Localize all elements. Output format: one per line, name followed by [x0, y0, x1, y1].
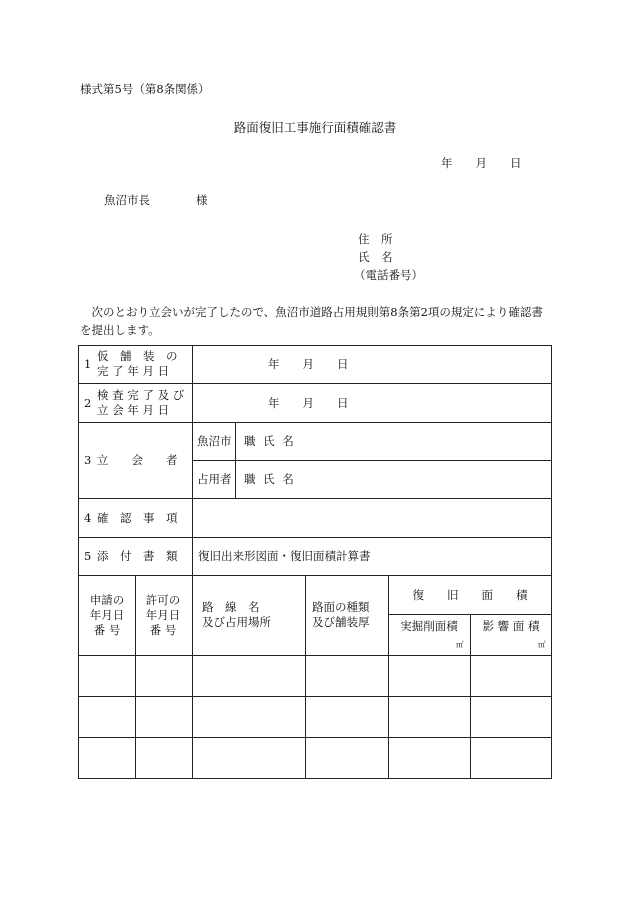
table-line [78, 655, 552, 656]
submission-date: 年 月 日 [441, 156, 522, 170]
occupant-staff-name: 職 氏 名 [244, 472, 296, 486]
permission-header-line1: 許可の [145, 592, 181, 607]
row1-label [97, 345, 178, 383]
row2-number: 2 [84, 395, 92, 410]
row1-label-line2: 完 了 年 月 日 [97, 364, 170, 378]
row1-label-line1: 仮 舗 装 の [97, 349, 178, 363]
row2-date-value: 年 月 日 [268, 395, 349, 410]
row2-label [97, 383, 184, 422]
application-header-line1: 申請の [89, 592, 125, 607]
permission-header-line2: 年月日 [145, 607, 181, 622]
table-line [235, 422, 236, 498]
name-label: 氏 名 [358, 250, 393, 264]
attachments-label: 添 付 書 類 [97, 549, 178, 563]
impact-area-header: 影 響 面 積 [482, 619, 540, 633]
body-text-line1: 次のとおり立会いが完了したので、魚沼市道路占用規則第8条第2項の規定により確認書 [80, 305, 543, 319]
row1-number: 1 [84, 357, 92, 371]
city-staff-name: 職 氏 名 [244, 434, 296, 448]
table-line [78, 696, 552, 697]
application-header-line3: 番 号 [93, 622, 121, 637]
confirm-items-label: 確 認 事 項 [97, 510, 178, 525]
route-header-line1: 路 線 名 [202, 600, 260, 614]
addressee: 魚沼市長 様 [104, 193, 208, 207]
row4-number: 4 [84, 510, 92, 525]
row1-date-value: 年 月 日 [268, 357, 349, 371]
row2-label-line1: 検 査 完 了 及 び [97, 387, 185, 402]
table-line [78, 737, 552, 738]
impact-unit: ㎡ [538, 640, 546, 649]
document-title: 路面復旧工事施行面積確認書 [233, 120, 397, 135]
table-line [551, 345, 552, 779]
table-line [78, 345, 79, 779]
body-text-line2: を提出します。 [80, 323, 160, 337]
permission-header [142, 575, 184, 655]
row5-number: 5 [84, 549, 92, 563]
confirmation-table [78, 345, 552, 779]
table-line [78, 778, 552, 779]
form-number: 様式第5号（第8条関係） [80, 82, 210, 96]
row3-number: 3 [84, 453, 92, 467]
route-header-line2: 及び占用場所 [202, 615, 271, 629]
surface-header-line1: 路面の種類 [312, 600, 370, 614]
restore-area-header: 復 旧 面 積 [412, 587, 528, 602]
route-header [202, 575, 271, 655]
application-header [86, 575, 128, 655]
application-header-line2: 年月日 [89, 607, 125, 622]
excavation-unit: ㎡ [456, 640, 464, 649]
attachments-value: 復旧出来形図面・復旧面積計算書 [198, 549, 371, 563]
excavation-area-header: 実掘削面積 [400, 619, 458, 633]
address-label: 住 所 [358, 232, 393, 246]
city-label: 魚沼市 [197, 434, 232, 448]
table-line [192, 345, 193, 779]
occupant-label: 占用者 [197, 472, 232, 486]
table-line [305, 575, 306, 779]
phone-label: （電話番号） [354, 268, 423, 282]
surface-header [312, 575, 370, 655]
table-line [135, 575, 136, 779]
witness-label: 立 会 者 [97, 453, 178, 467]
row2-label-line2: 立 会 年 月 日 [97, 402, 170, 417]
surface-header-line2: 及び舗装厚 [312, 615, 370, 629]
table-line [470, 614, 471, 779]
permission-header-line3: 番 号 [149, 622, 177, 637]
